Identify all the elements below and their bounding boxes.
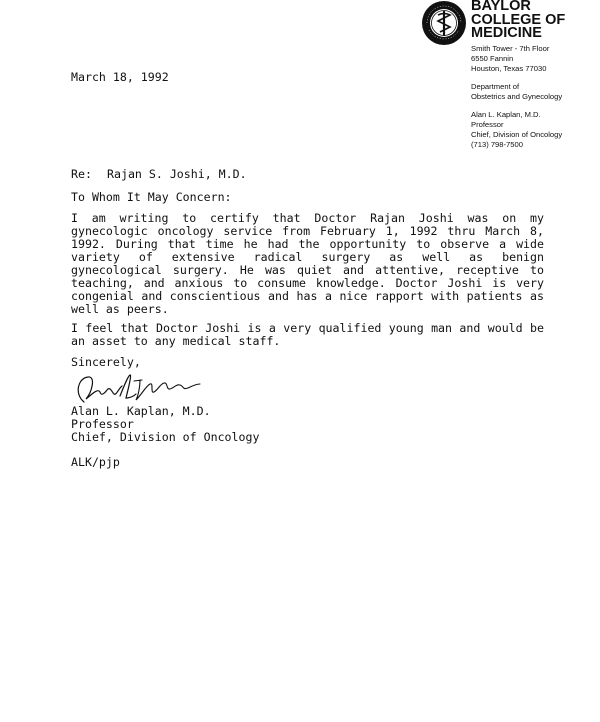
department-line1: Department of xyxy=(471,82,520,91)
org-name-line2: COLLEGE OF xyxy=(471,11,566,28)
re-label: Re: xyxy=(71,167,92,181)
signer-title: Professor xyxy=(71,417,134,431)
org-name-line1: BAYLOR xyxy=(471,0,531,14)
contact-phone: (713) 798-7500 xyxy=(471,140,523,149)
body-paragraph-1: I am writing to certify that Doctor Rajan Joshi was on my gynecologic oncology service from February 1, 1992 thru March 8, 1992. During that time he had the opportunity to observe a wide variety of extensive radical surgery as well as benign gynecological surgery. He was quiet and attentive, receptive to teaching, and anxious to consume knowledge. Doctor Joshi is very congenial and conscientious and has a nice rapport with patients as well as peers. xyxy=(71,211,544,316)
re-subject: Rajan S. Joshi, M.D. xyxy=(107,167,247,181)
contact-name: Alan L. Kaplan, M.D. xyxy=(471,110,541,119)
address-line1: Smith Tower - 7th Floor xyxy=(471,44,550,53)
closing: Sincerely, xyxy=(71,355,141,369)
signer-role: Chief, Division of Oncology xyxy=(71,430,260,444)
org-name-line3: MEDICINE xyxy=(471,25,542,41)
contact-title: Professor xyxy=(471,120,504,129)
salutation: To Whom It May Concern: xyxy=(71,190,232,204)
department-line2: Obstetrics and Gynecology xyxy=(471,92,563,101)
body-paragraph-2: I feel that Doctor Joshi is a very qualified young man and would be an asset to any medical staff. xyxy=(71,321,544,348)
letterhead-contact xyxy=(471,110,596,150)
organization-name xyxy=(471,0,591,41)
address-line3: Houston, Texas 77030 xyxy=(471,64,547,73)
typist-initials: ALK/pjp xyxy=(71,455,120,469)
letterhead-address xyxy=(471,44,596,74)
college-seal-logo xyxy=(421,0,467,46)
signer-name: Alan L. Kaplan, M.D. xyxy=(71,404,211,418)
letterhead-department xyxy=(471,82,596,102)
letter-date: March 18, 1992 xyxy=(71,70,169,84)
handwritten-signature xyxy=(70,372,202,406)
address-line2: 6550 Fannin xyxy=(471,54,514,63)
contact-role: Chief, Division of Oncology xyxy=(471,130,563,139)
